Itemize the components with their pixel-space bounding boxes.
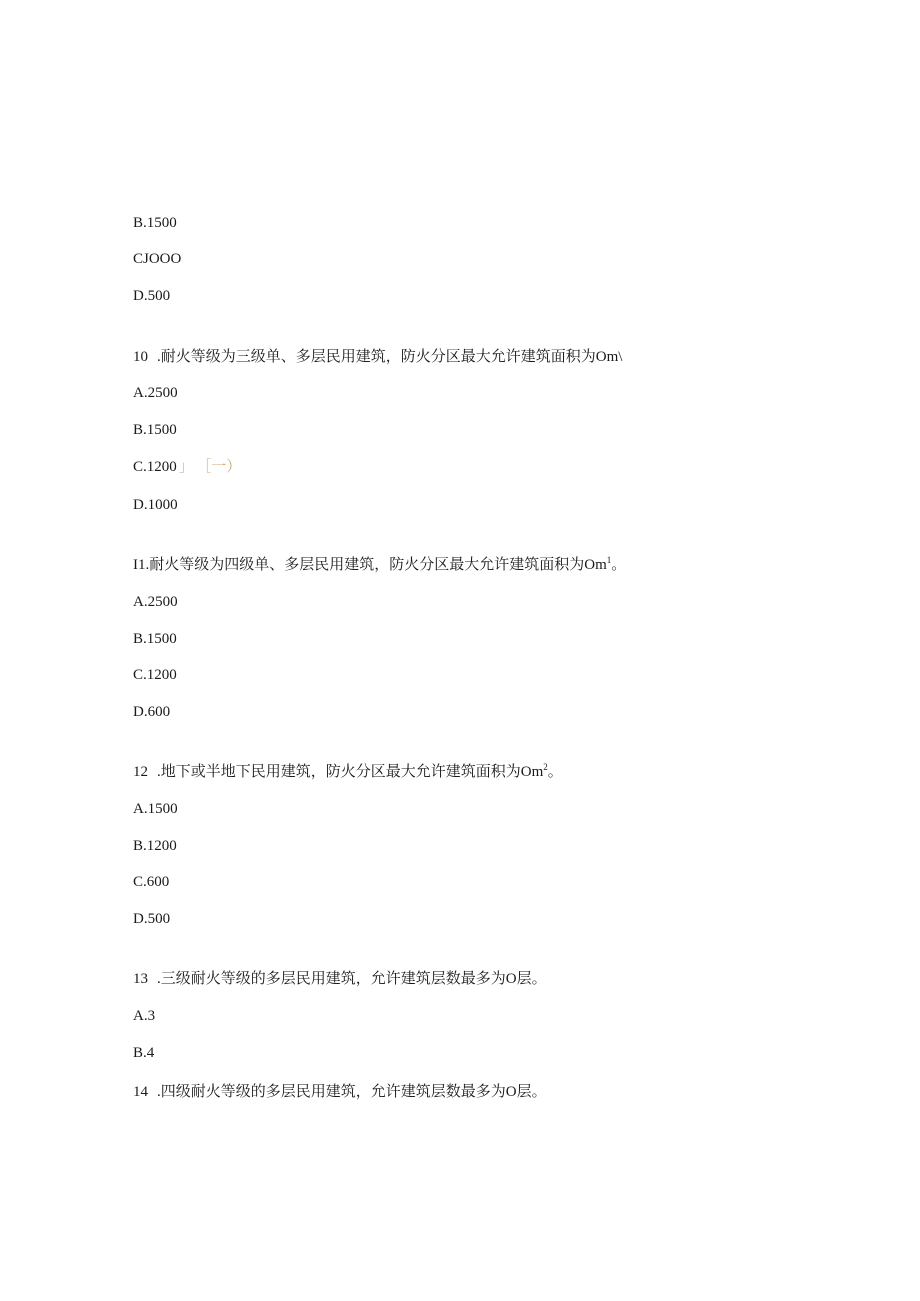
- q10-stem: [133, 347, 622, 367]
- q11-text-end: 。: [611, 557, 627, 573]
- q9-option-b: B.1500: [133, 215, 177, 231]
- q12-option-a: A.1500: [133, 801, 178, 817]
- q11-option-a: A.2500: [133, 594, 178, 610]
- q11-option-c: C.1200: [133, 667, 177, 683]
- q14-text: .四级耐火等级的多层民用建筑，允许建筑层数最多为O层。: [157, 1084, 547, 1100]
- q10-option-a: A.2500: [133, 385, 178, 401]
- q12-superscript: 2: [543, 762, 548, 772]
- q10-option-b: B.1500: [133, 422, 177, 438]
- q11-stem: [133, 555, 626, 575]
- q11-option-b: B.1500: [133, 631, 177, 647]
- q12-option-d: D.500: [133, 911, 171, 927]
- q10-option-d: D.1000: [133, 497, 178, 513]
- q10-text: .耐火等级为三级单、多层民用建筑，防火分区最大允许建筑面积为Om\: [157, 349, 623, 365]
- q14-number: 14: [133, 1084, 148, 1100]
- q13-option-a: A.3: [133, 1008, 156, 1024]
- q13-stem: [133, 969, 547, 989]
- q10-number: 10: [133, 349, 148, 365]
- stamp-mark: 」: [178, 459, 194, 475]
- q12-option-c: C.600: [133, 874, 170, 890]
- q10-option-c: [133, 457, 241, 477]
- q11-option-d: D.600: [133, 704, 171, 720]
- stamp-mark-2: ［一）: [203, 459, 242, 475]
- q12-stem: [133, 762, 563, 782]
- q12-number: 12: [133, 764, 148, 780]
- q14-stem: [133, 1082, 547, 1102]
- q11-text: I1.耐火等级为四级单、多层民用建筑，防火分区最大允许建筑面积为Om: [133, 557, 607, 573]
- q9-option-d: D.500: [133, 288, 171, 304]
- q9-option-c: CJOOO: [133, 251, 182, 267]
- q12-text: .地下或半地下民用建筑，防火分区最大允许建筑面积为Om: [157, 764, 544, 780]
- q11-superscript: 1: [606, 555, 612, 565]
- q13-text: .三级耐火等级的多层民用建筑，允许建筑层数最多为O层。: [157, 971, 547, 987]
- q12-option-b: B.1200: [133, 838, 177, 854]
- q12-text-end: 。: [547, 764, 563, 780]
- q10-option-c-label: C.1200: [133, 459, 177, 475]
- q13-option-b: B.4: [133, 1045, 155, 1061]
- q13-number: 13: [133, 971, 148, 987]
